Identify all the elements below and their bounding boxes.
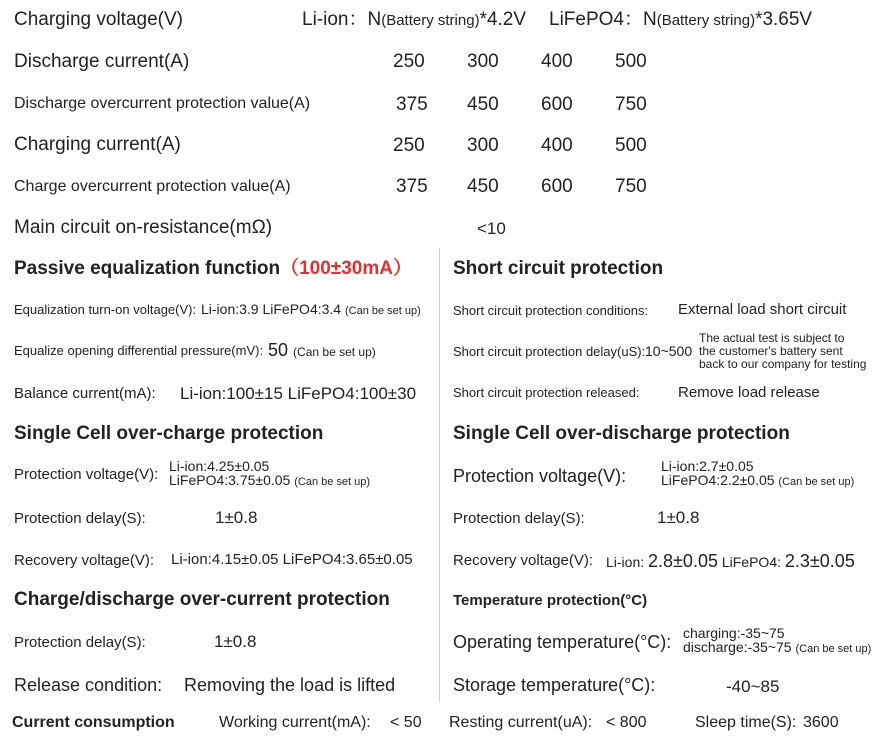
main-circuit-label: Main circuit on-resistance(mΩ) [14, 217, 273, 238]
short-delay-value: 10~500 [645, 343, 693, 359]
operating-temp-line2: discharge:-35~75 (Can be set up) [683, 639, 872, 655]
charging-voltage-li-ion [302, 10, 526, 29]
passive-eq-title [14, 259, 412, 278]
oc-voltage-note: (Can be set up) [294, 476, 371, 488]
spec-row-value: 750 [615, 94, 647, 115]
short-delay-note-line: The actual test is subject to [699, 331, 845, 345]
eq-diff-label: Equalize opening differential pressure(mV): [14, 343, 264, 358]
spec-row-value: 450 [467, 176, 499, 197]
spec-row-value: 600 [541, 94, 573, 115]
balance-current-value: Li-ion:100±15 LiFePO4:100±30 [180, 384, 417, 403]
spec-row-value: 300 [467, 51, 499, 72]
oc-delay-label: Protection delay(S): [14, 510, 146, 527]
li-ion-prefix: Li-ion：N [302, 9, 382, 30]
eq-turn-on-note: (Can be set up) [344, 305, 421, 317]
eq-turn-on-text: Li-ion:3.9 LiFePO4:3.4 [201, 301, 342, 317]
spec-row-value: 400 [541, 135, 573, 156]
od-voltage-label: Protection voltage(V): [453, 466, 627, 486]
short-delay-note [699, 332, 866, 371]
oc-recovery-label: Recovery voltage(V): [14, 552, 155, 569]
short-delay-note-line: back to our company for testing [699, 357, 867, 371]
lifepo4-paren: (Battery string) [656, 12, 756, 29]
short-cond-value: External load short circuit [678, 301, 847, 318]
over-current-title: Charge/discharge over-current protection [14, 589, 390, 610]
spec-row-value: 450 [467, 94, 499, 115]
spec-row-value: 500 [615, 135, 647, 156]
ocp-delay-label: Protection delay(S): [14, 634, 146, 651]
od-delay-label: Protection delay(S): [453, 510, 585, 527]
charging-voltage-label: Charging voltage(V) [14, 9, 183, 30]
eq-diff-text: 50 [268, 340, 289, 360]
column-divider [439, 248, 440, 702]
short-release-label: Short circuit protection released: [453, 385, 640, 400]
balance-current-label: Balance current(mA): [14, 385, 156, 402]
spec-row-value: 250 [393, 135, 425, 156]
main-circuit-value: <10 [477, 219, 506, 238]
operating-temp-values [683, 626, 871, 656]
spec-row-label: Charge overcurrent protection value(A) [14, 178, 291, 195]
working-current-value: < 50 [390, 714, 422, 731]
spec-row-value: 250 [393, 51, 425, 72]
working-current-label: Working current(mA): [219, 714, 371, 731]
eq-diff-note: (Can be set up) [293, 345, 376, 359]
od-recovery-li-value: 2.8±0.05 [648, 551, 718, 571]
oc-recovery-value: Li-ion:4.15±0.05 LiFePO4:3.65±0.05 [171, 551, 413, 568]
temperature-title: Temperature protection(°C) [453, 592, 648, 609]
charging-voltage-lifepo4 [549, 10, 812, 29]
short-cond-label: Short circuit protection conditions: [453, 303, 649, 318]
short-delay-note-line: the customer's battery sent [699, 344, 843, 358]
operating-temp-note: (Can be set up) [795, 643, 872, 655]
eq-turn-on-label: Equalization turn-on voltage(V): [14, 302, 197, 317]
spec-row-value: 750 [615, 176, 647, 197]
oc-voltage-label: Protection voltage(V): [14, 466, 159, 483]
spec-row-label: Charging current(A) [14, 134, 181, 155]
od-voltage-note: (Can be set up) [778, 476, 855, 488]
operating-temp-label: Operating temperature(°C): [453, 632, 672, 652]
od-recovery-label: Recovery voltage(V): [453, 552, 594, 569]
resting-current-value: < 800 [606, 714, 647, 731]
storage-temp-value: -40~85 [726, 677, 780, 696]
oc-voltage-line1: Li-ion:4.25±0.05 [169, 458, 270, 474]
od-delay-value: 1±0.8 [657, 508, 700, 527]
ocp-release-label: Release condition: [14, 675, 163, 695]
spec-row-value: 500 [615, 51, 647, 72]
sleep-time-value: 3600 [803, 714, 839, 731]
consumption-title: Current consumption [12, 714, 175, 731]
oc-voltage-values [169, 459, 370, 489]
spec-row-value: 400 [541, 51, 573, 72]
spec-row-value: 300 [467, 135, 499, 156]
operating-temp-line1: charging:-35~75 [683, 625, 785, 641]
storage-temp-label: Storage temperature(°C): [453, 675, 656, 695]
lifepo4-prefix: LiFePO4：N [549, 9, 657, 30]
od-recovery-fe: LiFePO4: [721, 554, 781, 570]
ocp-release-value: Removing the load is lifted [184, 675, 396, 695]
od-voltage-line2: LiFePO4:2.2±0.05 (Can be set up) [661, 472, 855, 488]
passive-eq-title-text: Passive equalization function [14, 258, 281, 279]
over-charge-title: Single Cell over-charge protection [14, 423, 324, 444]
spec-row-value: 375 [396, 176, 428, 197]
eq-turn-on-value [201, 302, 421, 317]
short-delay-label: Short circuit protection delay(uS): [453, 344, 646, 359]
ocp-delay-value: 1±0.8 [214, 632, 257, 651]
oc-voltage-line2: LiFePO4:3.75±0.05 (Can be set up) [169, 472, 371, 488]
passive-eq-title-highlight: （100±30mA） [280, 258, 412, 279]
short-circuit-title: Short circuit protection [453, 258, 664, 279]
resting-current-label: Resting current(uA): [449, 714, 593, 731]
li-ion-value: *4.2V [479, 9, 527, 30]
short-release-value: Remove load release [678, 384, 820, 401]
od-voltage-values [661, 459, 854, 489]
sleep-time-label: Sleep time(S): [695, 714, 797, 731]
spec-row-label: Discharge current(A) [14, 51, 190, 72]
li-ion-paren: (Battery string) [381, 12, 480, 29]
oc-delay-value: 1±0.8 [215, 508, 258, 527]
eq-diff-value [268, 341, 376, 359]
od-recovery-value [606, 552, 855, 570]
over-discharge-title: Single Cell over-discharge protection [453, 423, 790, 444]
spec-row-value: 375 [396, 94, 428, 115]
od-recovery-li: Li-ion: [606, 554, 645, 570]
spec-row-value: 600 [541, 176, 573, 197]
lifepo4-value: *3.65V [755, 9, 813, 30]
spec-row-label: Discharge overcurrent protection value(A) [14, 95, 311, 112]
od-voltage-line1: Li-ion:2.7±0.05 [661, 458, 754, 474]
od-recovery-fe-value: 2.3±0.05 [784, 551, 855, 571]
